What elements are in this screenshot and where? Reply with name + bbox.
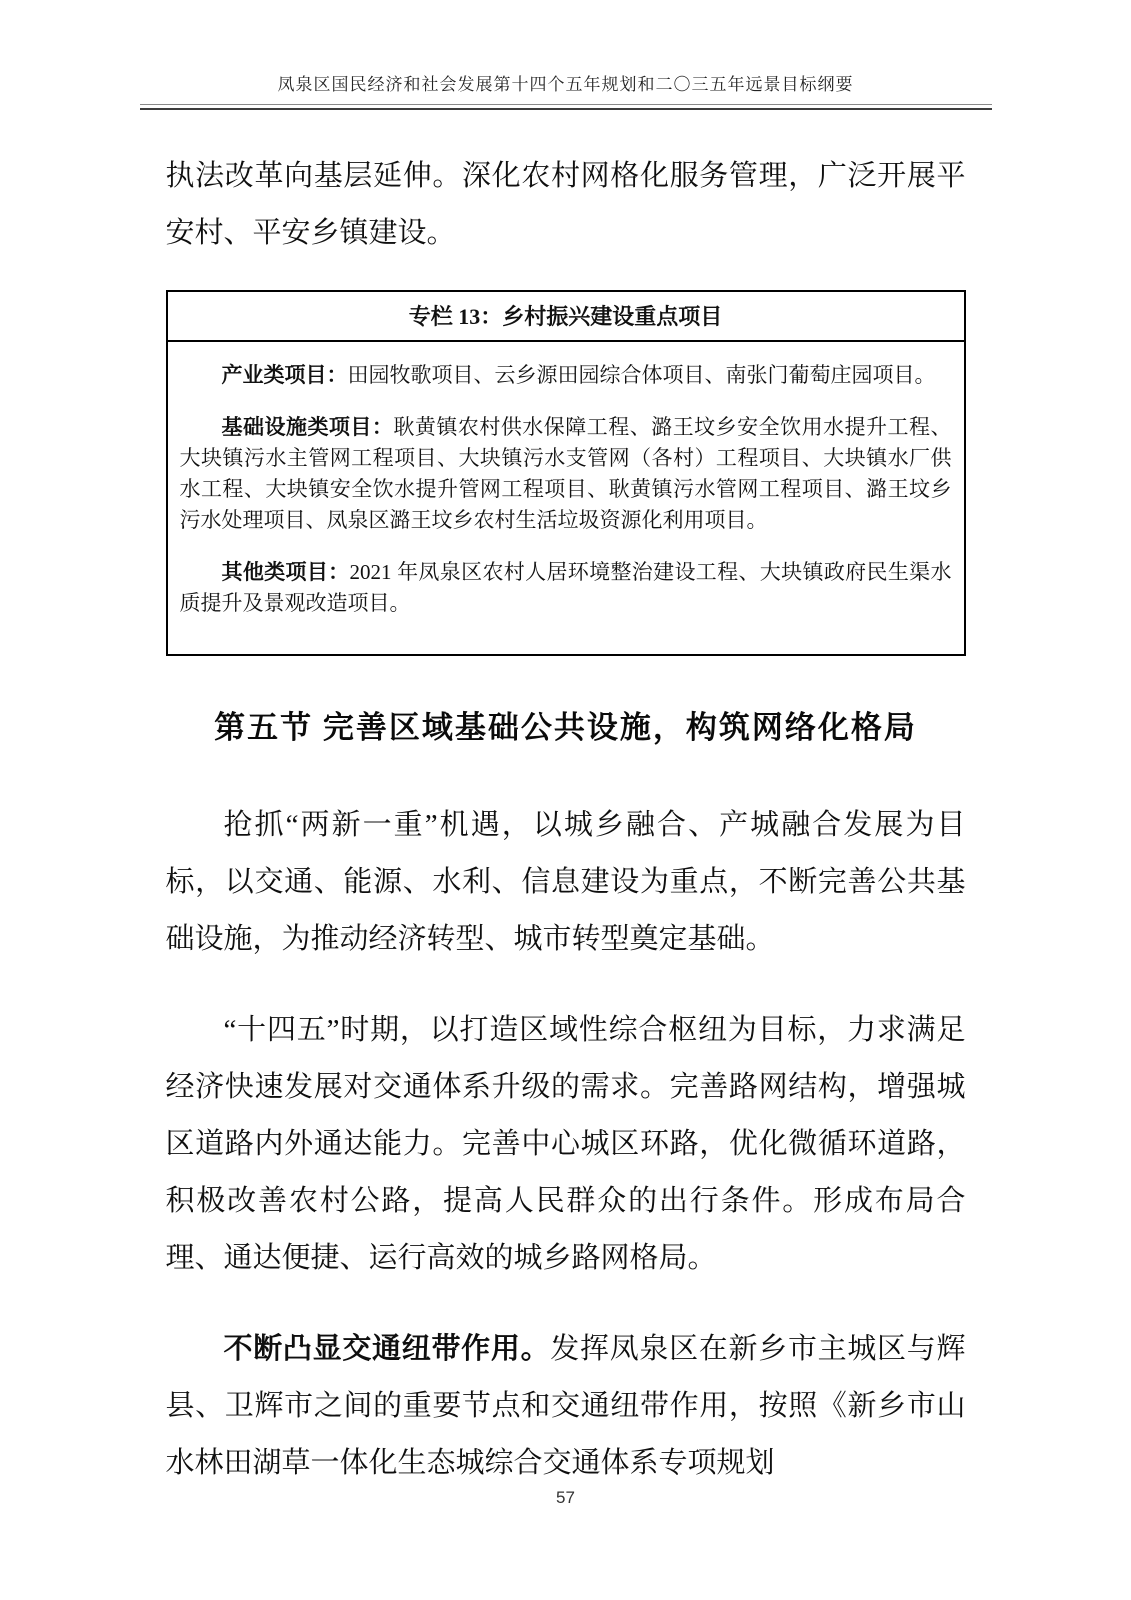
- box-section-industry: [180, 360, 952, 391]
- page-header-title: 凤泉区国民经济和社会发展第十四个五年规划和二〇三五年远景目标纲要: [277, 75, 854, 94]
- section-text: 2021 年凤泉区农村人居环境整治建设工程、大块镇政府民生渠水质提升及景观改造项目。: [179, 560, 952, 615]
- section-heading-five: 第五节 完善区域基础公共设施，构筑网络化格局: [214, 710, 917, 745]
- paragraph-text: 发挥凤泉区在新乡市主城区与辉县、卫辉市之间的重要节点和交通纽带作用，按照《新乡市山水林田湖草一体化生态城综合交通体系专项规划: [165, 1333, 966, 1479]
- section-label: 产业类项目：: [221, 363, 348, 387]
- paragraph-transport-hub: [166, 1321, 966, 1492]
- document-body: [166, 148, 966, 1492]
- paragraph-liangxin-yizhong: 抢抓“两新一重”机遇，以城乡融合、产城融合发展为目标，以交通、能源、水利、信息建设为重点，不断完善公共基础设施，为推动经济转型、城市转型奠定基础。: [165, 809, 966, 955]
- paragraph-bold-lead: 不断凸显交通纽带作用。: [223, 1333, 551, 1365]
- page-number: 57: [556, 1488, 575, 1507]
- header-rule: [140, 104, 992, 110]
- paragraph-law-reform: 执法改革向基层延伸。深化农村网格化服务管理，广泛开展平安村、平安乡镇建设。: [165, 160, 966, 249]
- section-text: 耿黄镇农村供水保障工程、潞王坟乡安全饮用水提升工程、大块镇污水主管网工程项目、大块镇污水支管网（各村）工程项目、大块镇水厂供水工程、大块镇安全饮水提升管网工程项目、耿黄镇污水管网工程项目、潞王坟乡污水处理项目、凤泉区潞王坟乡农村生活垃圾资源化利用项目。: [179, 415, 952, 532]
- project-box-title: 专栏 13：乡村振兴建设重点项目: [168, 292, 964, 342]
- project-box-body: [168, 342, 964, 654]
- section-label: 其他类项目：: [221, 560, 350, 584]
- section-label: 基础设施类项目：: [221, 415, 394, 439]
- section-text: 田园牧歌项目、云乡源田园综合体项目、南张门葡萄庄园项目。: [347, 363, 936, 387]
- paragraph-14th-five-transport: “十四五”时期，以打造区域性综合枢纽为目标，力求满足经济快速发展对交通体系升级的需求。完善路网结构，增强城区道路内外通达能力。完善中心城区环路，优化微循环道路，积极改善农村公路，提高人民群众的出行条件。形成布局合理、通达便捷、运行高效的城乡路网格局。: [165, 1014, 966, 1274]
- project-box-column13: [166, 290, 966, 656]
- box-section-infrastructure: [180, 412, 952, 536]
- box-section-other: [180, 557, 952, 619]
